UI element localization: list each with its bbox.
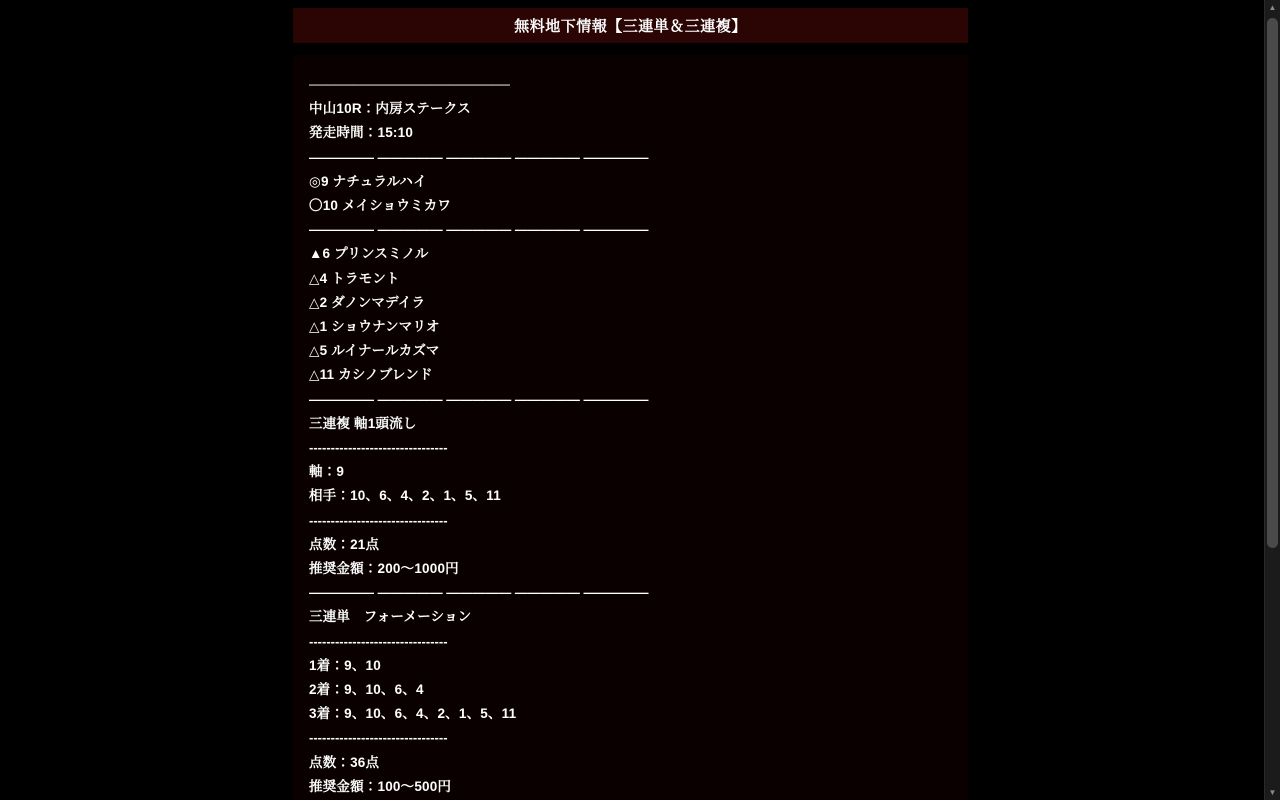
content-panel — [293, 55, 968, 800]
scroll-up-arrow-icon[interactable]: ▲ — [1265, 0, 1280, 15]
page-title: 無料地下情報【三連単＆三連複】 — [514, 18, 747, 35]
header-banner — [293, 8, 968, 43]
text-line: 点数：21点 — [309, 536, 380, 552]
vertical-scrollbar[interactable] — [1264, 0, 1280, 800]
text-line: ――――― ――――― ――――― ――――― ――――― — [309, 391, 649, 407]
content-body — [293, 55, 968, 799]
text-line: 〇10 メイショウミカワ — [309, 198, 452, 214]
scroll-down-arrow-icon[interactable]: ▼ — [1265, 785, 1280, 800]
scrollbar-thumb[interactable] — [1267, 18, 1278, 548]
text-line: -------------------------------- — [309, 440, 448, 456]
text-line: -------------------------------- — [309, 633, 448, 649]
text-line: ――――― ――――― ――――― ――――― ――――― — [309, 149, 649, 165]
text-line: 推奨金額：100〜500円 — [309, 778, 452, 794]
right-margin — [968, 0, 1265, 800]
text-line: ▲6 プリンスミノル — [309, 246, 429, 262]
text-line: -------------------------------- — [309, 730, 448, 746]
text-line: ◎9 ナチュラルハイ — [309, 173, 427, 189]
text-line: 中山10R：内房ステークス — [309, 101, 471, 117]
text-line: ――――― ――――― ――――― ――――― ――――― — [309, 222, 649, 238]
text-line: 1着：9、10 — [309, 657, 381, 673]
text-line: △4 トラモント — [309, 270, 400, 286]
text-line: 点数：36点 — [309, 754, 380, 770]
text-line: ─────────────────────── — [309, 77, 510, 92]
text-line: △2 ダノンマデイラ — [309, 294, 426, 310]
text-line: 軸：9 — [309, 464, 345, 480]
text-line: △11 カシノブレンド — [309, 367, 433, 383]
text-line: 発走時間：15:10 — [309, 125, 414, 141]
text-line: 推奨金額：200〜1000円 — [309, 561, 459, 577]
text-line: 2着：9、10、6、4 — [309, 682, 424, 698]
text-line: △1 ショウナンマリオ — [309, 319, 440, 335]
text-line: △5 ルイナールカズマ — [309, 343, 440, 359]
text-line: 相手：10、6、4、2、1、5、11 — [309, 488, 501, 504]
text-line: 三連単 フォーメーション — [309, 609, 472, 625]
text-line: 3着：9、10、6、4、2、1、5、11 — [309, 706, 517, 722]
text-line: 三連複 軸1頭流し — [309, 415, 417, 431]
text-line: ――――― ――――― ――――― ――――― ――――― — [309, 585, 649, 601]
text-line: -------------------------------- — [309, 512, 448, 528]
left-margin — [0, 0, 293, 800]
